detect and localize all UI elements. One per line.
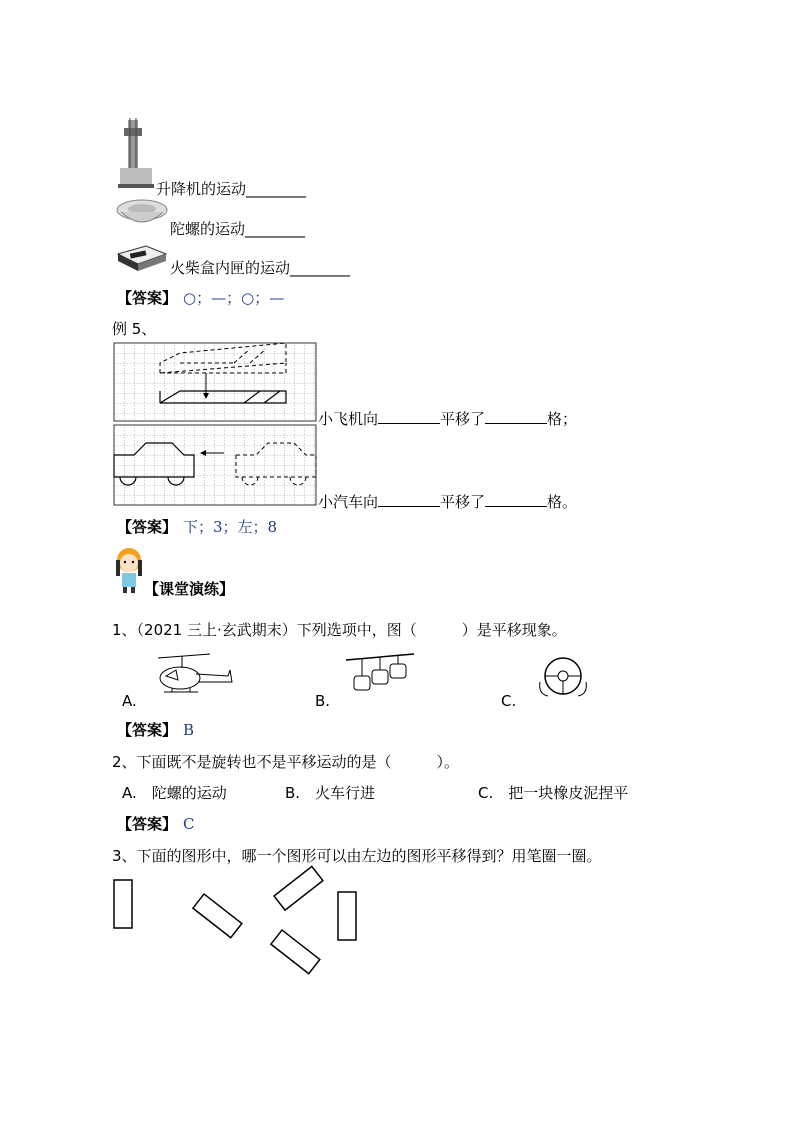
answer-label: 【答案】 — [117, 289, 178, 307]
reference-rectangle — [114, 880, 132, 928]
practice-title: 【课堂演练】 — [144, 580, 235, 598]
matchbox-question: 火柴盒内匣的运动 — [170, 259, 291, 277]
rotated-rectangle-2 — [274, 866, 323, 910]
lift-image — [118, 118, 154, 190]
q2-option-b[interactable]: B. 火车行进 — [285, 784, 376, 802]
car-text-2: 平移了 — [440, 493, 486, 511]
plane-grid — [114, 343, 316, 421]
rotated-rectangle-1 — [193, 894, 242, 938]
answer-label: 【答案】 — [117, 721, 178, 739]
rectangles-figure — [112, 866, 372, 976]
car-distance-blank[interactable] — [485, 492, 547, 507]
answer-value: C — [183, 815, 195, 833]
girl-mascot-icon — [112, 546, 146, 594]
q1-option-b[interactable]: B. — [315, 692, 331, 710]
answer-value: ○；—；○；— — [183, 289, 285, 307]
plane-direction-blank[interactable] — [378, 409, 440, 424]
car-text-1: 小汽车向 — [318, 493, 379, 511]
q1-option-a[interactable]: A. — [122, 692, 137, 710]
steering-wheel-image — [536, 654, 590, 700]
answer-value: B — [183, 721, 195, 739]
plane-text-2: 平移了 — [440, 410, 486, 428]
helicopter-image — [144, 652, 236, 702]
answer-value: 下；3；左；8 — [183, 518, 278, 536]
answer-label: 【答案】 — [117, 815, 178, 833]
example-title: 例 5、 — [112, 320, 157, 338]
car-grid — [114, 425, 316, 505]
answer-label: 【答案】 — [117, 518, 178, 536]
matchbox-image — [116, 244, 168, 272]
plane-distance-blank[interactable] — [485, 409, 547, 424]
q2-option-c[interactable]: C. 把一块橡皮泥捏平 — [478, 784, 629, 802]
car-text-3: 格。 — [547, 493, 578, 511]
lift-blank: ________ — [246, 180, 307, 198]
gyro-question: 陀螺的运动 — [170, 220, 246, 238]
car-direction-blank[interactable] — [378, 492, 440, 507]
matchbox-blank: ________ — [290, 259, 351, 277]
lift-question: 升降机的运动 — [156, 180, 247, 198]
gyro-image — [116, 198, 168, 232]
rotated-rectangle-3 — [271, 930, 320, 974]
cable-car-image — [346, 654, 416, 698]
plane-text-1: 小飞机向 — [318, 410, 379, 428]
translated-rectangle — [338, 892, 356, 940]
q2-text: 2、下面既不是旋转也不是平移运动的是（ ）。 — [112, 753, 460, 771]
gyro-blank: ________ — [245, 220, 306, 238]
q2-option-a[interactable]: A. 陀螺的运动 — [122, 784, 227, 802]
q3-text: 3、下面的图形中，哪一个图形可以由左边的图形平移得到？用笔圈一圈。 — [112, 847, 602, 865]
q1-option-c[interactable]: C. — [501, 692, 517, 710]
plane-text-3: 格； — [547, 410, 578, 428]
q1-text: 1、（2021 三上·玄武期末）下列选项中，图（ ）是平移现象。 — [112, 621, 567, 639]
